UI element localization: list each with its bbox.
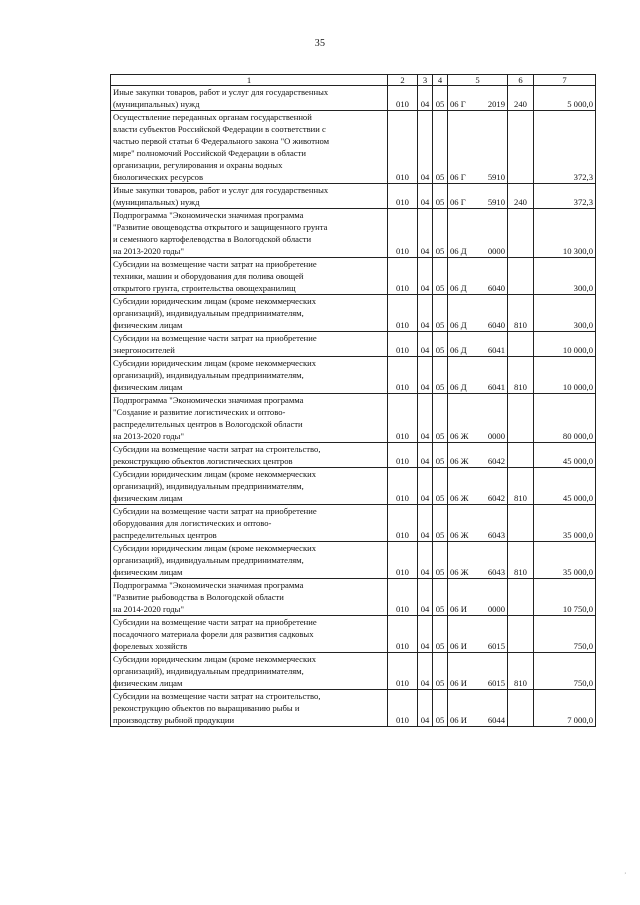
row-name-line: физическим лицам (113, 678, 183, 688)
target-code-cell (448, 332, 508, 357)
admin-code-cell: 010 (388, 579, 418, 616)
table-row (111, 295, 596, 332)
target-code-cell (448, 184, 508, 209)
target-code-cell (448, 616, 508, 653)
header-cell: 6 (508, 75, 534, 86)
admin-code-cell: 010 (388, 505, 418, 542)
target-code-number: 0000 (487, 604, 505, 614)
table-row (111, 616, 596, 653)
amount-cell: 45 000,0 (534, 468, 596, 505)
table-row (111, 468, 596, 505)
table-row (111, 86, 596, 111)
target-code-prefix: 06 Ж (450, 493, 469, 503)
admin-code-cell: 010 (388, 690, 418, 727)
target-code-prefix: 06 Ж (450, 431, 469, 441)
expense-type-cell (508, 579, 534, 616)
amount-cell: 35 000,0 (534, 505, 596, 542)
row-name-line: организаций), индивидуальным предпринимателям, (113, 308, 304, 318)
admin-code-cell: 010 (388, 209, 418, 258)
section-code-cell: 04 (418, 542, 433, 579)
expense-type-cell (508, 616, 534, 653)
amount-cell: 10 300,0 (534, 209, 596, 258)
row-name-cell (111, 357, 388, 394)
subsection-code-cell: 05 (433, 505, 448, 542)
row-name-cell (111, 468, 388, 505)
row-name-line: реконструкцию объектов по выращиванию рыбы и (113, 703, 300, 713)
table-row (111, 184, 596, 209)
subsection-code-cell: 05 (433, 86, 448, 111)
row-name-line: Подпрограмма "Экономически значимая программа (113, 210, 304, 220)
amount-cell: 300,0 (534, 295, 596, 332)
target-code-prefix: 06 И (450, 641, 467, 651)
expense-type-cell: 810 (508, 468, 534, 505)
subsection-code-cell: 05 (433, 579, 448, 616)
row-name-cell (111, 579, 388, 616)
row-name-line: (муниципальных) нужд (113, 99, 200, 109)
target-code-number: 6015 (487, 641, 505, 651)
row-name-line: распределительных центров в Вологодской области (113, 419, 303, 429)
target-code-prefix: 06 Г (450, 172, 466, 182)
row-name-line: реконструкцию объектов логистических центров (113, 456, 293, 466)
row-name-line: мире" полномочий Российской Федерации в области (113, 148, 306, 158)
row-name-line: Субсидии юридическим лицам (кроме некоммерческих (113, 543, 317, 553)
target-code-cell (448, 690, 508, 727)
expense-type-cell (508, 258, 534, 295)
subsection-code-cell: 05 (433, 357, 448, 394)
row-name-cell (111, 209, 388, 258)
target-code-prefix: 06 И (450, 715, 467, 725)
target-code-cell (448, 295, 508, 332)
section-code-cell: 04 (418, 505, 433, 542)
scan-mark: , (624, 869, 626, 875)
table-row (111, 690, 596, 727)
target-code-cell (448, 394, 508, 443)
admin-code-cell: 010 (388, 653, 418, 690)
table-row (111, 579, 596, 616)
target-code-prefix: 06 Ж (450, 530, 469, 540)
target-code-number: 2019 (487, 99, 505, 109)
section-code-cell: 04 (418, 653, 433, 690)
expense-type-cell: 810 (508, 542, 534, 579)
table-row (111, 505, 596, 542)
section-code-cell: 04 (418, 616, 433, 653)
target-code-cell (448, 505, 508, 542)
row-name-cell (111, 184, 388, 209)
section-code-cell: 04 (418, 443, 433, 468)
row-name-line: биологических ресурсов (113, 172, 204, 182)
expense-type-cell: 240 (508, 184, 534, 209)
row-name-line: физическим лицам (113, 567, 183, 577)
target-code-number: 0000 (487, 431, 505, 441)
admin-code-cell: 010 (388, 295, 418, 332)
row-name-cell (111, 505, 388, 542)
row-name-line: форелевых хозяйств (113, 641, 188, 651)
header-cell: 3 (418, 75, 433, 86)
amount-cell: 80 000,0 (534, 394, 596, 443)
target-code-prefix: 06 И (450, 604, 467, 614)
row-name-line: организаций), индивидуальным предпринимателям, (113, 481, 304, 491)
admin-code-cell: 010 (388, 357, 418, 394)
admin-code-cell: 010 (388, 332, 418, 357)
target-code-number: 6044 (487, 715, 505, 725)
target-code-prefix: 06 Д (450, 382, 467, 392)
target-code-number: 6040 (487, 283, 505, 293)
expense-type-cell: 240 (508, 86, 534, 111)
target-code-number: 6041 (487, 382, 505, 392)
expense-type-cell (508, 505, 534, 542)
row-name-line: частью первой статьи 6 Федерального закона "О животном (113, 136, 330, 146)
amount-cell: 300,0 (534, 258, 596, 295)
expense-type-cell (508, 690, 534, 727)
section-code-cell: 04 (418, 295, 433, 332)
table-row (111, 443, 596, 468)
section-code-cell: 04 (418, 690, 433, 727)
target-code-prefix: 06 Д (450, 320, 467, 330)
row-name-line: физическим лицам (113, 320, 183, 330)
target-code-number: 0000 (487, 246, 505, 256)
target-code-cell (448, 258, 508, 295)
row-name-line: Иные закупки товаров, работ и услуг для государственных (113, 87, 329, 97)
target-code-number: 5910 (487, 197, 505, 207)
page-number: 35 (314, 38, 326, 49)
row-name-line: физическим лицам (113, 493, 183, 503)
target-code-cell (448, 653, 508, 690)
row-name-cell (111, 653, 388, 690)
section-code-cell: 04 (418, 394, 433, 443)
row-name-line: оборудования для логистических и оптово- (113, 518, 272, 528)
budget-table (110, 74, 596, 727)
subsection-code-cell: 05 (433, 443, 448, 468)
subsection-code-cell: 05 (433, 690, 448, 727)
table-row (111, 653, 596, 690)
row-name-cell (111, 111, 388, 184)
row-name-cell (111, 332, 388, 357)
row-name-line: на 2013-2020 годы" (113, 246, 184, 256)
header-cell: 5 (448, 75, 508, 86)
row-name-line: на 2013-2020 годы" (113, 431, 184, 441)
admin-code-cell: 010 (388, 258, 418, 295)
expense-type-cell: 810 (508, 357, 534, 394)
amount-cell: 750,0 (534, 653, 596, 690)
target-code-cell (448, 209, 508, 258)
expense-type-cell (508, 394, 534, 443)
subsection-code-cell: 05 (433, 616, 448, 653)
target-code-number: 6043 (487, 567, 505, 577)
row-name-line: "Создание и развитие логистических и оптово- (113, 407, 286, 417)
admin-code-cell: 010 (388, 468, 418, 505)
row-name-line: Субсидии на возмещение части затрат на приобретение (113, 506, 317, 516)
row-name-line: организаций), индивидуальным предпринимателям, (113, 666, 304, 676)
row-name-line: производству рыбной продукции (113, 715, 235, 725)
expense-type-cell: 810 (508, 295, 534, 332)
subsection-code-cell: 05 (433, 184, 448, 209)
row-name-line: Субсидии на возмещение части затрат на приобретение (113, 259, 317, 269)
row-name-line: организаций), индивидуальным предпринимателям, (113, 555, 304, 565)
section-code-cell: 04 (418, 184, 433, 209)
admin-code-cell: 010 (388, 184, 418, 209)
subsection-code-cell: 05 (433, 653, 448, 690)
row-name-line: организации, регулирования и охраны водных (113, 160, 283, 170)
row-name-line: Субсидии на возмещение части затрат на приобретение (113, 617, 317, 627)
row-name-line: Субсидии на возмещение части затрат на строительство, (113, 691, 321, 701)
target-code-number: 6040 (487, 320, 505, 330)
admin-code-cell: 010 (388, 443, 418, 468)
row-name-line: "Развитие рыбоводства в Вологодской области (113, 592, 284, 602)
amount-cell: 35 000,0 (534, 542, 596, 579)
expense-type-cell (508, 111, 534, 184)
admin-code-cell: 010 (388, 542, 418, 579)
row-name-line: открытого грунта, строительства овощехранилищ (113, 283, 296, 293)
row-name-line: Субсидии юридическим лицам (кроме некоммерческих (113, 358, 317, 368)
row-name-cell (111, 443, 388, 468)
target-code-cell (448, 468, 508, 505)
section-code-cell: 04 (418, 332, 433, 357)
table-row (111, 111, 596, 184)
subsection-code-cell: 05 (433, 295, 448, 332)
row-name-line: организаций), индивидуальным предпринимателям, (113, 370, 304, 380)
header-cell: 2 (388, 75, 418, 86)
admin-code-cell: 010 (388, 394, 418, 443)
row-name-line: Подпрограмма "Экономически значимая программа (113, 395, 304, 405)
expense-type-cell (508, 332, 534, 357)
row-name-line: Субсидии на возмещение части затрат на приобретение (113, 333, 317, 343)
row-name-line: физическим лицам (113, 382, 183, 392)
row-name-line: техники, машин и оборудования для полива овощей (113, 271, 304, 281)
table-row (111, 357, 596, 394)
row-name-line: власти субъектов Российской Федерации в соответствии с (113, 124, 326, 134)
subsection-code-cell: 05 (433, 209, 448, 258)
subsection-code-cell: 05 (433, 332, 448, 357)
table-row (111, 209, 596, 258)
section-code-cell: 04 (418, 579, 433, 616)
amount-cell: 5 000,0 (534, 86, 596, 111)
target-code-number: 6041 (487, 345, 505, 355)
section-code-cell: 04 (418, 258, 433, 295)
amount-cell: 10 750,0 (534, 579, 596, 616)
amount-cell: 372,3 (534, 184, 596, 209)
table-row (111, 258, 596, 295)
table-row (111, 332, 596, 357)
row-name-line: Субсидии юридическим лицам (кроме некоммерческих (113, 654, 317, 664)
target-code-cell (448, 542, 508, 579)
header-row (111, 75, 596, 86)
amount-cell: 45 000,0 (534, 443, 596, 468)
section-code-cell: 04 (418, 468, 433, 505)
row-name-cell (111, 295, 388, 332)
target-code-prefix: 06 Ж (450, 567, 469, 577)
row-name-line: распределительных центров (113, 530, 217, 540)
amount-cell: 372,3 (534, 111, 596, 184)
amount-cell: 10 000,0 (534, 332, 596, 357)
expense-type-cell (508, 209, 534, 258)
target-code-prefix: 06 Г (450, 197, 466, 207)
row-name-cell (111, 394, 388, 443)
expense-type-cell: 810 (508, 653, 534, 690)
row-name-line: "Развитие овощеводства открытого и защищенного грунта (113, 222, 328, 232)
row-name-line: Подпрограмма "Экономически значимая программа (113, 580, 304, 590)
subsection-code-cell: 05 (433, 258, 448, 295)
row-name-line: и семенного картофелеводства в Вологодской области (113, 234, 312, 244)
subsection-code-cell: 05 (433, 394, 448, 443)
target-code-number: 5910 (487, 172, 505, 182)
target-code-number: 6042 (487, 456, 505, 466)
amount-cell: 10 000,0 (534, 357, 596, 394)
target-code-cell (448, 579, 508, 616)
row-name-line: Субсидии юридическим лицам (кроме некоммерческих (113, 296, 317, 306)
row-name-cell (111, 542, 388, 579)
target-code-prefix: 06 И (450, 678, 467, 688)
target-code-prefix: 06 Д (450, 246, 467, 256)
header-cell: 1 (111, 75, 388, 86)
target-code-prefix: 06 Д (450, 345, 467, 355)
header-cell: 4 (433, 75, 448, 86)
row-name-line: посадочного материала форели для развития садковых (113, 629, 314, 639)
row-name-cell (111, 690, 388, 727)
expense-type-cell (508, 443, 534, 468)
row-name-cell (111, 86, 388, 111)
target-code-number: 6042 (487, 493, 505, 503)
subsection-code-cell: 05 (433, 111, 448, 184)
row-name-line: энергоносителей (113, 345, 175, 355)
target-code-cell (448, 357, 508, 394)
target-code-prefix: 06 Ж (450, 456, 469, 466)
header-cell: 7 (534, 75, 596, 86)
section-code-cell: 04 (418, 209, 433, 258)
row-name-cell (111, 258, 388, 295)
amount-cell: 750,0 (534, 616, 596, 653)
row-name-line: Субсидии юридическим лицам (кроме некоммерческих (113, 469, 317, 479)
target-code-prefix: 06 Д (450, 283, 467, 293)
target-code-number: 6015 (487, 678, 505, 688)
target-code-prefix: 06 Г (450, 99, 466, 109)
table-row (111, 542, 596, 579)
section-code-cell: 04 (418, 357, 433, 394)
row-name-line: Иные закупки товаров, работ и услуг для государственных (113, 185, 329, 195)
section-code-cell: 04 (418, 111, 433, 184)
admin-code-cell: 010 (388, 616, 418, 653)
target-code-number: 6043 (487, 530, 505, 540)
subsection-code-cell: 05 (433, 468, 448, 505)
section-code-cell: 04 (418, 86, 433, 111)
row-name-line: Субсидии на возмещение части затрат на строительство, (113, 444, 321, 454)
target-code-cell (448, 86, 508, 111)
table-row (111, 394, 596, 443)
amount-cell: 7 000,0 (534, 690, 596, 727)
subsection-code-cell: 05 (433, 542, 448, 579)
admin-code-cell: 010 (388, 111, 418, 184)
row-name-line: (муниципальных) нужд (113, 197, 200, 207)
row-name-line: Осуществление переданных органам государственной (113, 112, 312, 122)
admin-code-cell: 010 (388, 86, 418, 111)
target-code-cell (448, 111, 508, 184)
row-name-line: на 2014-2020 годы" (113, 604, 184, 614)
row-name-cell (111, 616, 388, 653)
target-code-cell (448, 443, 508, 468)
